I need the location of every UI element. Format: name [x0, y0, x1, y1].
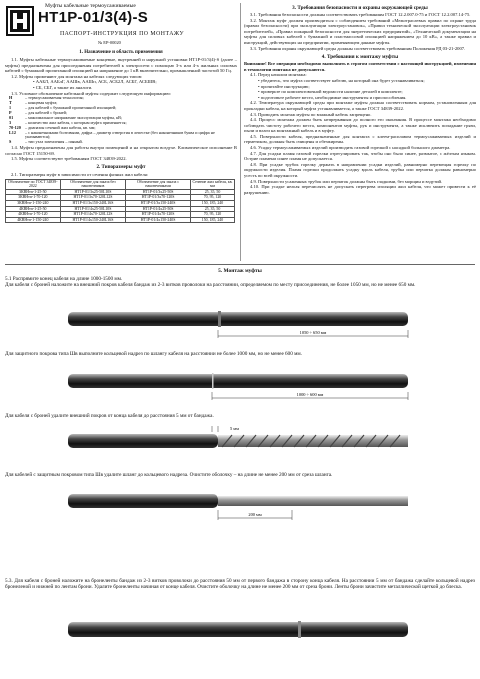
s4-p9: 4.9. Поверхности усаженных трубок или перчаток должны быть гладкими, без морщин и вздутий.: [250, 178, 443, 184]
dim2-label: 1000 ÷ 600 мм: [296, 392, 324, 397]
table-cell: НТ1Р-01/4х70-120L12S: [60, 212, 126, 218]
s4-b3: • проверьте по комплектовочной ведомости наличие деталей в комплекте;: [258, 89, 403, 95]
s4-b1: • убедитесь, что муфта соответствует кабелю, на который она будет устанавливаться;: [258, 77, 425, 83]
table-header-cell: Сечение жил кабеля, кв. мм: [192, 179, 233, 189]
definition-key: Р: [9, 109, 12, 115]
table-cell: НТ1Р-01/3х150-240L16S: [60, 200, 126, 206]
s5-p5: Для кабелей с защитным покровом типа Шв удалите шланг до кольцевого надреза. Очистите оболочку – на длине не менее 200 мм от среза шланга.: [5, 472, 333, 478]
cable-figure-5: [68, 621, 408, 638]
table-cell: 150, 185, 240: [190, 200, 234, 206]
s3-p2: 3.2. Монтаж муфт должен производиться с соблюдением требований «Межотраслевых правил по охране труда (правил безопасности) при эксплуатации электроустановок», «Правил технической эксплуатации электроустановок потребителей», «Правил пожарной безопасности для энергетических предприятий», «Технической документации на муфты для силовых кабелей с бумажной и пластмассовой изоляцией напряжением до 10 кВ», а также правил и инструкций, действующих на предприятии, применяющем данные муфты.: [244, 17, 476, 45]
section5-title: 5. Монтаж муфты: [218, 268, 262, 274]
s4-p10: 4.10. При усадке нельзя перечислять не допускать перегрева изоляции жил кабеля, что может привести к её разрушению.: [244, 184, 476, 195]
product-title: НТ1Р-01/3(4)-S: [38, 9, 149, 26]
s4-p1: 4.1. Перед началом монтажа:: [250, 72, 307, 78]
definition-key: L12: [9, 129, 16, 135]
s4-p5: 4.5. Поверхности кабеля, предназначенные для контакта с клеем-расплавом термоусаживаемых изделий и герметиком, должны быть очищены и обезжирены.: [244, 133, 476, 145]
section3-title: 3. Требования безопасности и охраны окружающей среды: [292, 5, 428, 11]
s5-block-2: [5, 351, 475, 357]
s4-p3: 4.3. Проводить монтаж муфты по влажный кабель запрещено.: [250, 111, 372, 117]
s1-p3: 1.3. Условное обозначение кабельной муфты содержит следующую информацию:: [11, 90, 172, 96]
s5-block-5: [5, 578, 475, 590]
section1-title: 1. Назначение и область применения: [79, 50, 163, 55]
table-cell: НТ1Р-01/4х25-50S: [126, 206, 191, 212]
cable-figure-1: [68, 311, 408, 338]
table-cell: 4КВНтп-1-25-50: [6, 206, 61, 212]
passport-title: ПАСПОРТ-ИНСТРУКЦИЯ ПО МОНТАЖУ: [60, 31, 185, 37]
s5-p6: 5.3. Для кабеля с броней наложите на бронеленты бандаж из 2-3 витков проволоки до расстояния 50 мм от первого бандажа в сторону конца кабеля. На расстоянии 5 мм от бандажа сделайте кольцевой надрез бронеленой и нижней по лентам брони. Удалите бронеленты начиная от конце кабеля. Очистите оболочку на длине не менее 200 мм от среза брони. Ленты брони зачистите металлической щеткой до блеска.: [5, 578, 475, 591]
dim1-label: 1050 ÷ 650 мм: [299, 330, 327, 335]
definition-key: 01: [9, 114, 14, 120]
s1-p2: 1.2. Муфты применяют для монтажа на кабелях следующих типов:: [11, 73, 143, 79]
table-cell: 3КВНтп-1-70-120: [6, 195, 61, 201]
s4-b2: • прочитайте инструкцию;: [258, 83, 310, 89]
s5-block-4: [5, 472, 475, 478]
definition-value: – с наконечниками болтовыми, дифра – диаметр отверстия в лепестке (без наконечников буква и цифра не указываются);: [25, 129, 215, 140]
table-cell: НТ1Р-01/4х150-240S: [126, 217, 191, 223]
table-header-cell: Обозначение по ГОСТ 34839-2022: [6, 179, 61, 189]
s5-block-3: [5, 413, 475, 419]
definition-value: – для кабелей с бумажной пропитанной изоляцией;: [25, 104, 117, 110]
definition-key: 1: [9, 104, 12, 110]
definition-key: 70-120: [9, 124, 21, 130]
definition-key: 3: [9, 119, 12, 125]
cable-figure-4: [68, 494, 408, 520]
s3-p1: 3.1. Требования безопасности должны соответствовать требованиям ГОСТ 12.2.007.0-75 и ГОСТ 12.2.007.14-75.: [250, 12, 471, 17]
s3-p3: 3.3. Требования охраны окружающей среды должны соответствовать требованиям Положения РД 03-21-2007.: [250, 45, 466, 51]
s4-p8: 4.8. При усадке трубок горелку держать в направлении усадки изделий, равномерно перемещая горелку по окружности изделия. Пламя горелки продолжать усадку вдоль кабеля, трубка или перчатка должны равномерно усесть по всей окружности.: [244, 161, 476, 179]
s4-p7: 4.7. Для усадки пламя газовой горелки отрегулировать так, чтобы оно было синее, размытое, с жёлтым языком. Острие пламени синее пламя не допускается.: [244, 150, 476, 162]
s4-p4: 4.4. Процесс монтажа должен быть непрерывным до полного его окончания. В процессе монтажа необходимо соблюдать чистоту рабочего места, компонентов муфты, рук и инструмента, а также исключить попадание грязи, пыли и влаги на монтажный кабель и в муфту.: [244, 117, 476, 134]
s5-p1: 5.1 Распрямите конец кабеля на длине 1000-1500 мм.: [5, 276, 123, 282]
s1-p2b: • СБ, СБГ, а также их аналоги.: [33, 84, 93, 90]
s1-p1: 1.1. Муфты кабельные термоусаживаемые концевые, внутренней и наружной установки НТ1Р-01/3(4)-S (далее – муфты) предназначены для присоединения потребителей к электросети с помощью 3-х или 4-х жильных силовых кабелей с бумажной пропитанной изоляцией на напряжение до 1 кВ включительно, промышленной частотой 50 Гц.: [5, 57, 237, 74]
cable-figure-2: [68, 373, 408, 400]
dim4-label: 200 мм: [248, 512, 262, 517]
definition-value: – диапазон сечений жил кабеля, кв. мм;: [25, 124, 96, 130]
section4-title: 4. Требования к монтажу муфты: [321, 54, 399, 61]
section2-title: 2. Типоразмеры муфт: [96, 165, 146, 170]
s4-b4: • подготовьте рабочее место, необходимые инструменты и приспособления.: [258, 94, 407, 100]
definition-value: – тип узла заземления – паяный.: [25, 139, 83, 145]
s1-p2a: • ААБЛ, ААБлГ, ААШв, ААШп, АСБ, АСБ2Л, АСБГ, АСБШВ;: [33, 79, 157, 85]
cable-figure-3: [68, 426, 408, 448]
s2-p1: 2.1. Типоразмеры муфт в зависимости от сечения фазных жил кабеля:: [11, 172, 149, 177]
s4-warning: Внимание! Все операции необходимо выполнять в строгом соответствии с настоящей инструкцией, изменения в технологии монтажа не допускаются.: [244, 61, 476, 72]
table-cell: 4КВНтп-1-70-120: [6, 212, 61, 218]
s5-p4: Для кабеля с броней удалите внешний покров от конца кабеля до расстояния 5 мм от бандажа.: [5, 413, 214, 419]
table-cell: НТ1Р-01/4х25-50L10S: [60, 206, 126, 212]
table-cell: 25, 35, 50: [190, 189, 234, 195]
s1-p5: 1.5. Муфты соответствуют требованиям ГОСТ 34839-2022.: [11, 156, 127, 162]
table-cell: НТ1Р-01/3х150-240S: [126, 200, 191, 206]
table-cell: 25, 35, 50: [190, 206, 234, 212]
document-number: № ЕР-00020: [98, 40, 121, 45]
table-header-cell: Обозначение для заказа с наконечниками: [126, 179, 191, 189]
s5-p3: Для защитного покрова типа Шв выполните кольцевой надрез по шлангу кабеля на расстоянии не более 1000 мм, но не менее 600 мм.: [5, 351, 302, 357]
header-line1: Муфты кабельные термоусаживаемые: [45, 3, 136, 9]
definition-value: – термоусаживаемая технология;: [25, 95, 84, 101]
s1-p4: 1.4. Муфты предназначены для работы внутри помещений и на открытом воздухе. Климатическое исполнение В согласно ГОСТ 15150-69.: [5, 145, 237, 156]
s5-p2: Для кабеля с броней наложите на внешний покров кабеля бандаж из 2-3 витков проволоки на расстоянии, определяемом по месту присоединения, не более 1050 мм, но не менее 650 мм.: [5, 282, 416, 289]
table-cell: НТ1Р-01/3х70-120S: [126, 195, 191, 201]
table-cell: 70, 95, 120: [190, 195, 234, 201]
table-cell: 70, 95, 120: [190, 212, 234, 218]
table-cell: 4КВНтп-1-150-240: [6, 217, 61, 223]
definition-value: – концевая муфта;: [25, 100, 58, 106]
table-cell: НТ1Р-01/3х70-120L12S: [60, 195, 126, 201]
s4-p2: 4.2. Температура окружающей среды при монтаже муфты должна соответствовать нормам, установленным для прокладки кабеля, на который муфта устанавливается, а также ГОСТ 34839-2022.: [244, 100, 476, 111]
table-cell: 3КВНтп-1-150-240: [6, 200, 61, 206]
table-cell: НТ1Р-01/4х70-120S: [126, 212, 191, 218]
table-cell: 3КВНтп-1-25-50: [6, 189, 61, 195]
definition-key: Н: [9, 95, 13, 101]
dim3-label: 5 мм: [230, 426, 239, 431]
definition-key: S: [9, 139, 12, 145]
table-header-cell: Обозначение для заказа без наконечников: [60, 179, 126, 189]
definition-value: – максимальное напряжение эксплуатации муфты, кВ;: [25, 114, 123, 120]
definition-value: – для кабелей с броней;: [25, 109, 68, 115]
table-cell: НТ1Р-01/4х150-240L16S: [60, 217, 126, 223]
table-cell: НТ1Р-01/3х25-50L10S: [60, 189, 126, 195]
table-cell: НТ1Р-01/3х25-50S: [126, 189, 191, 195]
definition-value: – количество жил кабеля, с которым муфта применяется;: [25, 119, 127, 125]
definition-key: Т: [9, 100, 12, 106]
table-cell: 150, 185, 240: [190, 217, 234, 223]
s4-p6: 4.6. Усадку термоусаживаемых изделий производить газовой горелкой с насадкой большого диаметра.: [250, 145, 451, 151]
